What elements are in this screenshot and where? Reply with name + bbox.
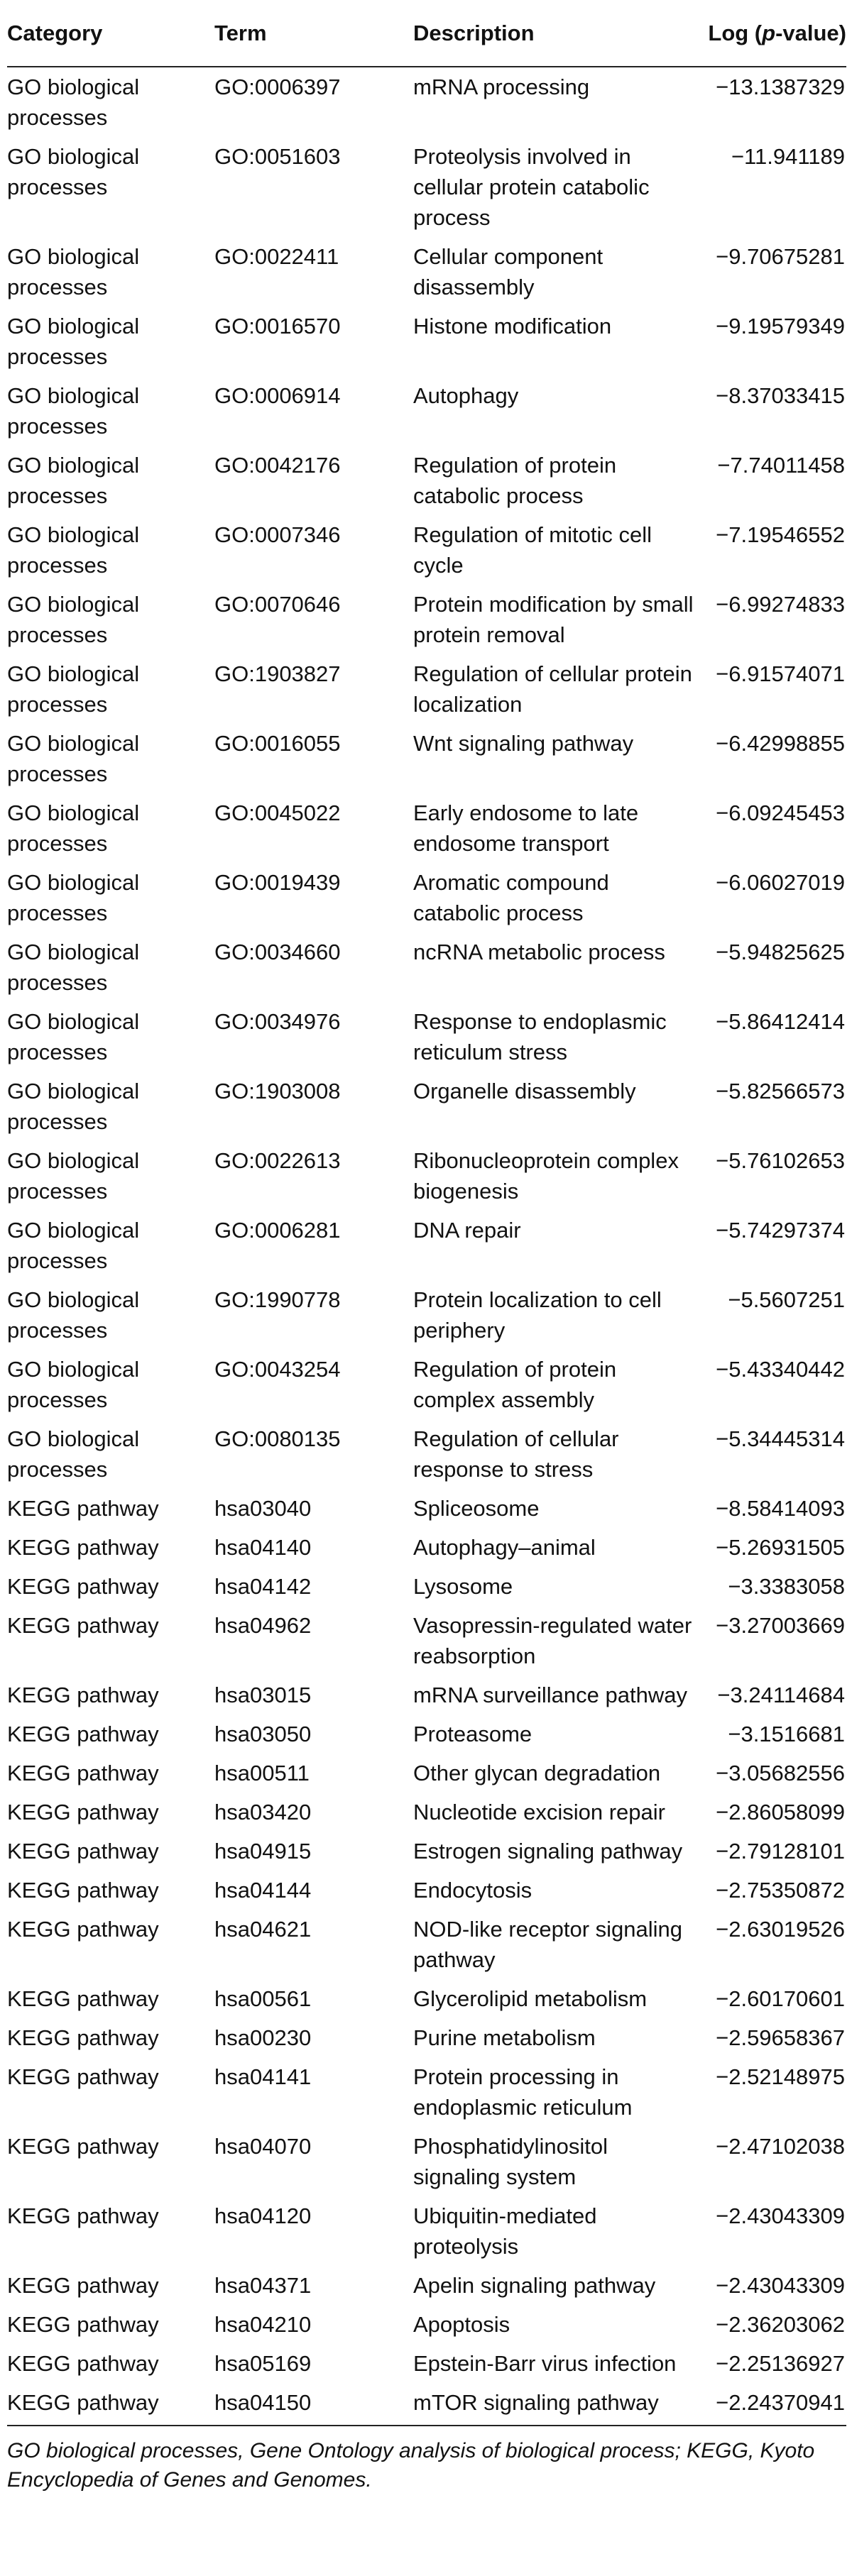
cell-category: KEGG pathway [7,1917,159,1942]
header-description: Description [413,0,697,67]
cell-description: mRNA surveillance pathway [413,1683,687,1707]
cell-log-p-value: −7.74011458 [717,453,845,478]
cell-term: hsa05169 [214,2351,312,2376]
cell-term: hsa04120 [214,2203,312,2228]
cell-term: GO:0042176 [214,453,341,478]
header-log-prefix: Log ( [708,21,763,45]
table-row [7,1002,846,1072]
cell-term: hsa04371 [214,2273,312,2298]
cell-category: GO biological processes [7,75,140,130]
cell-description: Autophagy [413,383,519,408]
cell-log-p-value: −2.60170601 [716,1986,845,2011]
header-row [7,0,846,67]
table-row [7,585,846,654]
cell-term: hsa04915 [214,1839,312,1864]
cell-category: GO biological processes [7,731,140,786]
table-row [7,2305,846,2344]
cell-description: Apoptosis [413,2312,510,2337]
cell-description: Apelin signaling pathway [413,2273,656,2298]
table-row [7,2057,846,2127]
table-row [7,1141,846,1211]
enrichment-table [7,0,846,2426]
table-row [7,2196,846,2266]
cell-log-p-value: −6.99274833 [716,592,845,617]
cell-term: GO:1903827 [214,661,341,686]
cell-description: Ubiquitin-mediated proteolysis [413,2203,597,2259]
cell-log-p-value: −5.34445314 [716,1426,845,1451]
table-row [7,67,846,137]
table-row [7,1567,846,1606]
cell-category: GO biological processes [7,1426,140,1482]
cell-category: KEGG pathway [7,1613,159,1638]
cell-log-p-value: −3.05682556 [716,1761,845,1785]
cell-log-p-value: −5.94825625 [716,940,845,964]
cell-description: Protein localization to cell periphery [413,1287,662,1343]
table-row [7,2383,846,2426]
cell-term: hsa04070 [214,2134,312,2159]
cell-description: Lysosome [413,1574,513,1599]
table-body [7,67,846,2426]
cell-description: mRNA processing [413,75,590,99]
cell-category: KEGG pathway [7,1683,159,1707]
cell-log-p-value: −3.1516681 [728,1722,845,1746]
cell-description: Aromatic compound catabolic process [413,870,609,925]
cell-category: GO biological processes [7,1148,140,1204]
cell-category: KEGG pathway [7,1722,159,1746]
cell-term: GO:0007346 [214,522,341,547]
cell-description: Spliceosome [413,1496,540,1521]
table-row [7,1280,846,1350]
cell-log-p-value: −6.42998855 [716,731,845,756]
cell-log-p-value: −2.59658367 [716,2025,845,2050]
table-row [7,515,846,585]
cell-term: hsa00230 [214,2025,312,2050]
cell-term: GO:0006281 [214,1218,341,1243]
cell-term: GO:0070646 [214,592,341,617]
cell-log-p-value: −2.43043309 [716,2273,845,2298]
table-row [7,2018,846,2057]
cell-category: GO biological processes [7,1357,140,1412]
cell-description: NOD-like receptor signaling pathway [413,1917,683,1972]
cell-category: GO biological processes [7,522,140,578]
table-row [7,1072,846,1141]
cell-log-p-value: −8.58414093 [716,1496,845,1521]
cell-log-p-value: −11.941189 [731,144,845,169]
cell-log-p-value: −6.06027019 [716,870,845,895]
cell-category: GO biological processes [7,1218,140,1273]
cell-description: ncRNA metabolic process [413,940,665,964]
cell-category: GO biological processes [7,592,140,647]
cell-log-p-value: −2.43043309 [716,2203,845,2228]
cell-log-p-value: −3.24114684 [717,1683,845,1707]
cell-description: Protein processing in endoplasmic reticulum [413,2064,633,2120]
cell-description: Regulation of cellular protein localization [413,661,692,717]
table-row [7,1754,846,1793]
cell-term: hsa04142 [214,1574,312,1599]
table-row [7,237,846,307]
header-log-suffix: -value) [775,21,846,45]
cell-term: hsa03420 [214,1800,312,1824]
cell-log-p-value: −5.82566573 [716,1079,845,1103]
cell-description: Proteolysis involved in cellular protein catabolic process [413,144,650,230]
cell-term: GO:1903008 [214,1079,341,1103]
table-row [7,1606,846,1675]
cell-term: hsa04210 [214,2312,312,2337]
cell-term: GO:1990778 [214,1287,341,1312]
cell-log-p-value: −2.63019526 [716,1917,845,1942]
cell-description: Regulation of mitotic cell cycle [413,522,652,578]
cell-term: hsa00561 [214,1986,312,2011]
cell-category: KEGG pathway [7,1535,159,1560]
table-row [7,446,846,515]
cell-description: Estrogen signaling pathway [413,1839,683,1864]
header-log-p-value [697,0,846,67]
cell-log-p-value: −2.47102038 [716,2134,845,2159]
cell-description: Purine metabolism [413,2025,596,2050]
cell-description: Endocytosis [413,1878,532,1903]
table-row [7,307,846,376]
cell-category: GO biological processes [7,1287,140,1343]
cell-term: hsa04621 [214,1917,312,1942]
cell-term: GO:0080135 [214,1426,341,1451]
cell-description: Protein modification by small protein removal [413,592,694,647]
cell-log-p-value: −7.19546552 [716,522,845,547]
cell-category: KEGG pathway [7,1496,159,1521]
header-log-p: p [762,21,776,45]
cell-log-p-value: −5.76102653 [716,1148,845,1173]
cell-category: GO biological processes [7,383,140,439]
cell-description: Wnt signaling pathway [413,731,634,756]
cell-category: KEGG pathway [7,1574,159,1599]
cell-category: GO biological processes [7,1009,140,1064]
cell-category: KEGG pathway [7,1800,159,1824]
cell-log-p-value: −2.86058099 [716,1800,845,1824]
table-row [7,1910,846,1979]
cell-term: GO:0006397 [214,75,341,99]
cell-term: hsa04962 [214,1613,312,1638]
cell-term: hsa04141 [214,2064,312,2089]
table-row [7,793,846,863]
cell-term: hsa03040 [214,1496,312,1521]
cell-description: Phosphatidylinositol signaling system [413,2134,608,2189]
cell-log-p-value: −2.52148975 [716,2064,845,2089]
table-row [7,1489,846,1528]
cell-log-p-value: −5.74297374 [716,1218,845,1243]
cell-category: KEGG pathway [7,1839,159,1864]
cell-term: GO:0016570 [214,314,341,338]
cell-description: Ribonucleoprotein complex biogenesis [413,1148,679,1204]
table-row [7,1211,846,1280]
cell-category: GO biological processes [7,1079,140,1134]
cell-term: GO:0022613 [214,1148,341,1173]
cell-term: hsa03050 [214,1722,312,1746]
table-row [7,137,846,237]
cell-term: GO:0034976 [214,1009,341,1034]
cell-term: GO:0051603 [214,144,341,169]
cell-description: Nucleotide excision repair [413,1800,665,1824]
cell-term: GO:0016055 [214,731,341,756]
table-row [7,2344,846,2383]
cell-term: hsa04144 [214,1878,312,1903]
cell-log-p-value: −8.37033415 [716,383,845,408]
table-row [7,1419,846,1489]
table-row [7,932,846,1002]
cell-category: KEGG pathway [7,2312,159,2337]
table-row [7,1871,846,1910]
table-footnote: GO biological processes, Gene Ontology analysis of biological process; KEGG, Kyoto Encyclopedia of Genes and Genomes. [7,2439,815,2492]
cell-log-p-value: −2.79128101 [716,1839,845,1864]
cell-log-p-value: −3.3383058 [728,1574,845,1599]
table-row [7,376,846,446]
cell-description: Epstein-Barr virus infection [413,2351,677,2376]
cell-category: KEGG pathway [7,1986,159,2011]
cell-log-p-value: −2.24370941 [697,2383,846,2426]
cell-category: GO biological processes [7,244,140,299]
cell-category: KEGG pathway [7,2351,159,2376]
cell-log-p-value: −5.5607251 [728,1287,845,1312]
cell-category: GO biological processes [7,870,140,925]
cell-category: KEGG pathway [7,1878,159,1903]
cell-term: hsa03015 [214,1683,312,1707]
cell-description: Glycerolipid metabolism [413,1986,648,2011]
cell-category: KEGG pathway [7,2203,159,2228]
cell-category: GO biological processes [7,661,140,717]
table-row [7,2127,846,2196]
table-row [7,724,846,793]
cell-description: Vasopressin-regulated water reabsorption [413,1613,692,1668]
cell-log-p-value: −2.36203062 [716,2312,845,2337]
cell-description: Histone modification [413,314,612,338]
table-header [7,0,846,67]
cell-description: DNA repair [413,1218,521,1243]
cell-description: Proteasome [413,1722,532,1746]
cell-description: Regulation of protein complex assembly [413,1357,617,1412]
cell-term: GO:0006914 [214,383,341,408]
cell-term: GO:0043254 [214,1357,341,1382]
cell-term: hsa00511 [214,1761,310,1785]
cell-description: Other glycan degradation [413,1761,661,1785]
cell-term: GO:0034660 [214,940,341,964]
cell-log-p-value: −9.19579349 [716,314,845,338]
cell-description: Early endosome to late endosome transport [413,800,639,856]
cell-term: GO:0019439 [214,870,341,895]
cell-term: hsa04140 [214,1535,312,1560]
cell-log-p-value: −3.27003669 [716,1613,845,1638]
cell-description: Regulation of protein catabolic process [413,453,617,508]
cell-description: Regulation of cellular response to stress [413,1426,619,1482]
cell-category: KEGG pathway [7,2134,159,2159]
table-row [7,1714,846,1754]
cell-log-p-value: −9.70675281 [716,244,845,269]
cell-description: Response to endoplasmic reticulum stress [413,1009,667,1064]
cell-description: Cellular component disassembly [413,244,604,299]
cell-category: KEGG pathway [7,2064,159,2089]
cell-category: GO biological processes [7,314,140,369]
cell-category: KEGG pathway [7,1761,159,1785]
cell-log-p-value: −13.1387329 [716,75,845,99]
cell-category: GO biological processes [7,144,140,199]
cell-category: GO biological processes [7,800,140,856]
cell-log-p-value: −6.09245453 [716,800,845,825]
table-row [7,654,846,724]
cell-log-p-value: −2.75350872 [716,1878,845,1903]
table-row [7,1350,846,1419]
cell-description: mTOR signaling pathway [413,2383,697,2426]
table-row [7,1675,846,1714]
header-term: Term [214,0,413,67]
cell-log-p-value: −5.26931505 [716,1535,845,1560]
cell-category: GO biological processes [7,453,140,508]
cell-log-p-value: −5.43340442 [716,1357,845,1382]
cell-description: Autophagy–animal [413,1535,596,1560]
cell-log-p-value: −6.91574071 [716,661,845,686]
cell-description: Organelle disassembly [413,1079,636,1103]
cell-log-p-value: −2.25136927 [716,2351,845,2376]
cell-category: KEGG pathway [7,2273,159,2298]
table-row [7,1832,846,1871]
table-row [7,1793,846,1832]
table-row [7,2266,846,2305]
table-row [7,863,846,932]
header-category: Category [7,0,214,67]
cell-category: KEGG pathway [7,2025,159,2050]
table-row [7,1528,846,1567]
cell-category: GO biological processes [7,940,140,995]
cell-log-p-value: −5.86412414 [716,1009,845,1034]
cell-term: GO:0045022 [214,800,341,825]
cell-term: hsa04150 [214,2383,413,2426]
table-row [7,1979,846,2018]
cell-category: KEGG pathway [7,2383,214,2426]
cell-term: GO:0022411 [214,244,339,269]
